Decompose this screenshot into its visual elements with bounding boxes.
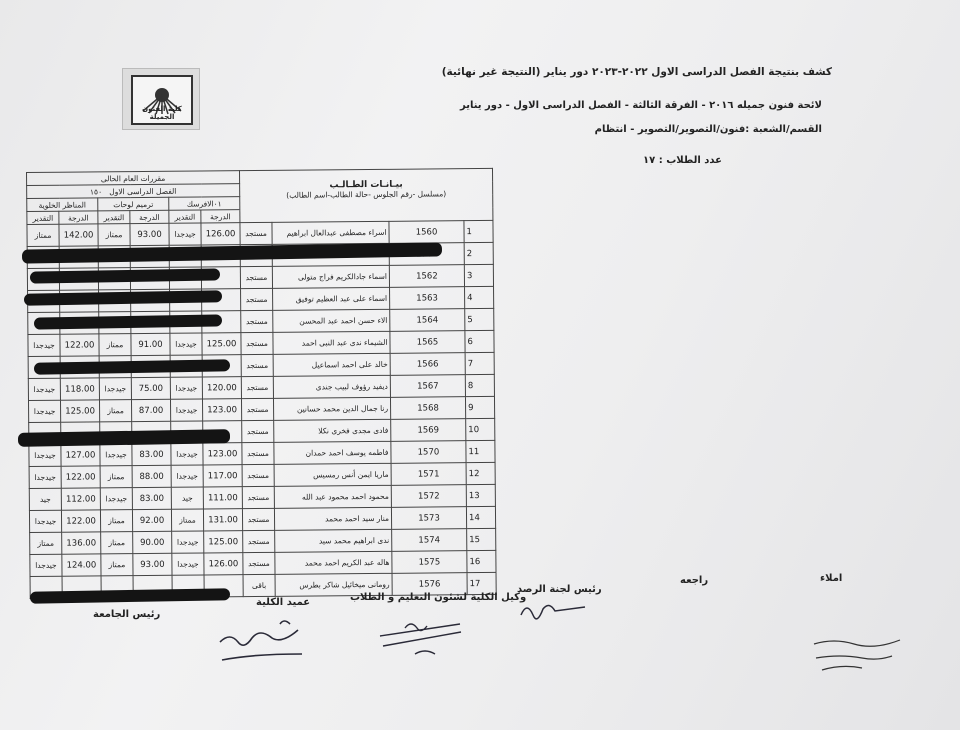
cell-grade: 92.00	[132, 509, 171, 531]
cell-serial: 2	[464, 242, 493, 264]
sig-rais-lajna: رئيس لجنة الرصد	[517, 584, 602, 595]
cell-serial: 13	[466, 484, 495, 506]
cell-status: مستجد	[240, 266, 272, 288]
cell-name: رومانى ميخائيل شاكر بطرس	[275, 573, 392, 596]
doc-title: كشف بنتيجة الفصل الدراسى الاول ٢٠٢٢-٢٠٢٣ دور يناير (النتيجة غير نهائية)	[441, 66, 832, 78]
cell-grade: 125.00	[60, 400, 99, 422]
cell-rating: جيدجدا	[171, 443, 203, 465]
cell-seat: 1563	[390, 287, 465, 310]
cell-seat: 1565	[390, 331, 465, 354]
cell-rating: جيدجدا	[28, 334, 60, 356]
cell-grade: 123.00	[203, 443, 242, 465]
cell-grade: 126.00	[204, 553, 243, 575]
cell-grade: 131.00	[203, 509, 242, 531]
cell-seat: 1572	[391, 485, 466, 508]
cell-grade: 93.00	[130, 223, 169, 245]
cell-seat: 1574	[392, 529, 467, 552]
redaction-mark	[30, 588, 230, 603]
cell-rating: ممتاز	[101, 554, 133, 576]
cell-status: مستجد	[242, 420, 274, 442]
cell-rating: جيدجدا	[170, 399, 202, 421]
col-grade-header: الدرجة	[201, 210, 240, 223]
cell-rating: ممتاز	[30, 532, 62, 554]
doc-student-count: عدد الطلاب : ١٧	[643, 155, 722, 166]
cell-name: محمود احمد محمود عبد الله	[274, 485, 391, 508]
cell-status: مستجد	[243, 530, 275, 552]
cell-seat: 1569	[391, 419, 466, 442]
cell-serial: 9	[465, 396, 494, 418]
cell-seat: 1573	[391, 507, 466, 530]
cell-name: الاء حسن احمد عبد المحسن	[273, 309, 390, 332]
cell-serial: 15	[467, 528, 496, 550]
cell-serial: 17	[467, 572, 496, 594]
cell-grade: 118.00	[60, 378, 99, 400]
logo-caption: كلية الفنون الجميلة	[142, 105, 182, 121]
handwritten-signature	[375, 608, 470, 658]
doc-regulation-line: لائحة فنون جميله ٢٠١٦ - الفرقة الثالثة - الفصل الدراسى الاول - دور يناير	[459, 100, 822, 111]
cell-status: مستجد	[241, 376, 273, 398]
cell-grade: 83.00	[132, 487, 171, 509]
cell-rating: جيدجدا	[171, 465, 203, 487]
cell-status: مستجد	[241, 310, 273, 332]
cell-status: مستجد	[242, 508, 274, 530]
cell-serial: 3	[464, 264, 493, 286]
cell-name: هاله عبد الكريم احمد محمد	[275, 551, 392, 574]
cell-grade: 125.00	[204, 531, 243, 553]
handwritten-signature	[515, 595, 595, 631]
cell-grade: 127.00	[61, 444, 100, 466]
cell-rating: جيد	[171, 487, 203, 509]
cell-rating: ممتاز	[98, 224, 130, 246]
cell-name: اسراء مصطفى عبدالعال ابراهيم	[272, 221, 389, 244]
student-data-header	[239, 168, 492, 209]
cell-grade: 91.00	[131, 333, 170, 355]
cell-rating: ممتاز	[171, 509, 203, 531]
logo-emblem-icon	[131, 75, 193, 125]
cell-seat: 1560	[389, 221, 464, 244]
course-header: ٠١الافرسك	[169, 197, 240, 211]
cell-status: باقى	[243, 574, 275, 596]
cell-name: ندى ابراهيم محمد سيد	[275, 529, 392, 552]
cell-rating: ممتاز	[101, 532, 133, 554]
cell-serial: 7	[465, 352, 494, 374]
results-table	[26, 168, 497, 599]
cell-grade: 87.00	[131, 399, 170, 421]
cell-rating: جيدجدا	[30, 554, 62, 576]
cell-rating: جيدجدا	[100, 444, 132, 466]
semester-title-text: الفصل الدراسى الاول	[109, 186, 177, 196]
cell-serial: 1	[464, 220, 493, 242]
cell-rating: ممتاز	[99, 400, 131, 422]
col-rating-header: التقدير	[169, 210, 201, 223]
cell-status: مستجد	[241, 288, 273, 310]
sig-wakil: وكيل الكلية لشئون التعليم و الطلاب	[350, 592, 527, 603]
doc-department-line: القسم/الشعبة :فنون/التصوير/التصوير - انتظام	[594, 124, 822, 135]
cell-seat: 1567	[390, 375, 465, 398]
cell-rating: جيدجدا	[169, 223, 201, 245]
sig-imla: املاء	[820, 573, 843, 584]
cell-name: رنا جمال الدين محمد حسانين	[273, 397, 390, 420]
semester-total: ١٥٠	[89, 186, 103, 196]
cell-grade: 142.00	[59, 224, 98, 246]
student-data-title: بيـانـات الطـالـب	[329, 179, 403, 191]
cell-serial: 6	[465, 330, 494, 352]
cell-seat: 1564	[390, 309, 465, 332]
cell-rating: جيد	[29, 488, 61, 510]
cell-serial: 8	[465, 374, 494, 396]
cell-status: مستجد	[242, 464, 274, 486]
cell-rating: جيدجدا	[29, 466, 61, 488]
handwritten-signature	[808, 632, 908, 677]
cell-rating: جيدجدا	[172, 531, 204, 553]
cell-seat: 1571	[391, 463, 466, 486]
handwritten-signature	[210, 610, 320, 670]
cell-grade: 111.00	[203, 487, 242, 509]
cell-rating: جيدجدا	[29, 510, 61, 532]
col-rating-header: التقدير	[98, 211, 130, 224]
cell-status: مستجد	[242, 442, 274, 464]
cell-name: اسماء جادالكريم فراج متولى	[272, 265, 389, 288]
cell-rating: جيدجدا	[99, 378, 131, 400]
cell-grade: 124.00	[62, 554, 101, 576]
cell-seat: 1562	[389, 265, 464, 288]
cell-status: مستجد	[240, 222, 272, 244]
cell-grade: 117.00	[203, 465, 242, 487]
sig-muraja: راجعه	[680, 575, 709, 586]
cell-rating: جيدجدا	[170, 377, 202, 399]
student-data-subtitle: (مسلسل -رقم الجلوس -حالة الطالب-اسم الطالب)	[286, 189, 447, 200]
cell-name: اسماء على عبد العظيم توفيق	[273, 287, 390, 310]
cell-rating: ممتاز	[100, 466, 132, 488]
cell-serial: 5	[465, 308, 494, 330]
cell-rating: جيدجدا	[170, 333, 202, 355]
cell-status: مستجد	[241, 354, 273, 376]
cell-grade: 122.00	[61, 510, 100, 532]
cell-grade: 90.00	[133, 531, 172, 553]
results-table-container	[26, 168, 497, 599]
cell-rating: جيدجدا	[28, 400, 60, 422]
cell-serial: 11	[466, 440, 495, 462]
cell-grade: 125.00	[202, 333, 241, 355]
cell-grade: 93.00	[133, 553, 172, 575]
cell-grade: 136.00	[62, 532, 101, 554]
cell-status: مستجد	[241, 332, 273, 354]
course-header: ترميم لوحات	[98, 197, 169, 211]
cell-grade: 83.00	[132, 443, 171, 465]
cell-serial: 4	[465, 286, 494, 308]
cell-rating: جيدجدا	[172, 553, 204, 575]
cell-grade: 88.00	[132, 465, 171, 487]
col-grade-header: الدرجة	[59, 211, 98, 224]
course-header: المناظر الخلوية	[27, 198, 98, 212]
cell-serial: 10	[466, 418, 495, 440]
cell-serial: 14	[466, 506, 495, 528]
cell-rating: جيدجدا	[28, 378, 60, 400]
col-grade-header: الدرجة	[130, 210, 169, 223]
cell-grade: 112.00	[61, 488, 100, 510]
cell-grade: 75.00	[131, 377, 170, 399]
cell-status: مستجد	[242, 486, 274, 508]
sig-amid: عميد الكلية	[256, 597, 311, 608]
cell-serial: 12	[466, 462, 495, 484]
cell-seat: 1566	[390, 353, 465, 376]
cell-rating: ممتاز	[27, 224, 59, 246]
cell-status: مستجد	[243, 552, 275, 574]
cell-status: مستجد	[241, 398, 273, 420]
cell-seat: 1570	[391, 441, 466, 464]
cell-name: فادى مجدى فخرى نكلا	[274, 419, 391, 442]
cell-name: ديفيد رؤوف لبيب جندى	[273, 375, 390, 398]
cell-name: ماريا ايمن أنس رمسيس	[274, 463, 391, 486]
university-logo	[122, 68, 200, 130]
cell-grade: 122.00	[61, 466, 100, 488]
cell-grade: 126.00	[201, 223, 240, 245]
cell-serial: 16	[467, 550, 496, 572]
col-rating-header: التقدير	[27, 211, 59, 224]
cell-rating: ممتاز	[99, 334, 131, 356]
cell-grade: 120.00	[202, 377, 241, 399]
cell-grade: 123.00	[202, 399, 241, 421]
cell-seat: 1575	[392, 551, 467, 574]
courses-title: مقررات العام الحالى	[27, 171, 240, 186]
cell-rating: جيدجدا	[29, 444, 61, 466]
cell-grade: 122.00	[60, 334, 99, 356]
cell-name: منار سيد احمد محمد	[274, 507, 391, 530]
cell-name: الشيماء ندى عبد النبى احمد	[273, 331, 390, 354]
cell-rating: ممتاز	[100, 510, 132, 532]
cell-seat: 1568	[390, 397, 465, 420]
cell-name: خالد على احمد اسماعيل	[273, 353, 390, 376]
cell-seat: 1576	[392, 573, 467, 596]
cell-rating: جيدجدا	[100, 488, 132, 510]
sig-rais-jamia: رئيس الجامعة	[93, 609, 161, 620]
cell-name: فاطمه يوسف احمد حمدان	[274, 441, 391, 464]
